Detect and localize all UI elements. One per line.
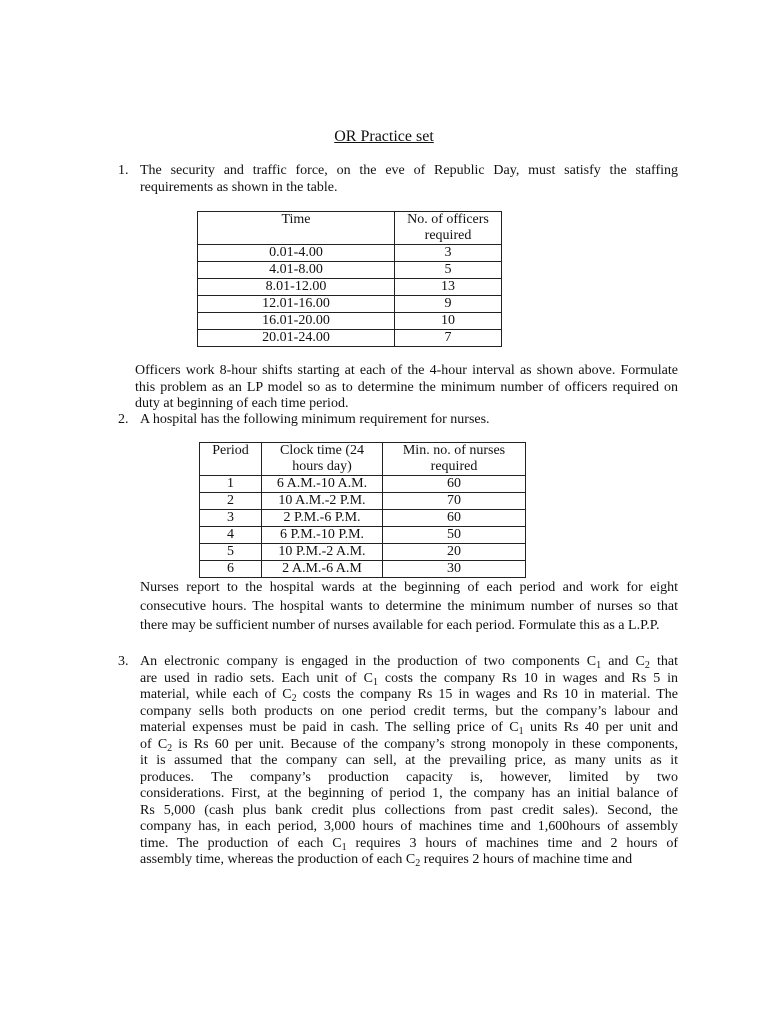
table-cell: 20.01-24.00 [198,330,395,347]
q2-after-text: Nurses report to the hospital wards at the beginning of each period and work for eight consecutive hours. The hospital wants to determine the minimum number of nurses so that there may be sufficient number of nurses available for each period. Formulate this as a L.P.P. [140,580,678,633]
table-row [200,476,526,493]
table-cell: 2 A.M.-6 A.M [262,561,383,578]
table-cell: 4.01-8.00 [198,262,395,279]
table-cell: 3 [395,245,502,262]
table-row [200,561,526,578]
table-row [198,330,502,347]
table-row [198,313,502,330]
table-cell: 8.01-12.00 [198,279,395,296]
table-cell: 3 [200,510,262,527]
q3-line: assembly time, whereas the production of each $C_2$ requires 2 hours of machine time and [140,852,633,869]
table-cell: 9 [395,296,502,313]
q3-line: company has, in each period, 3,000 hours of machines time and 1,600hours of assembly [140,819,678,834]
table-header-cell: Min. no. of nurses required [383,443,526,476]
q3-line: it is assumed that the company can sell, at the prevailing price, as many units as it [140,753,678,768]
q1-text: The security and traffic force, on the eve of Republic Day, must satisfy the staffing requirements as shown in the table. [140,163,678,195]
table-row [198,245,502,262]
q3-line: of $C_2$ is Rs 60 per unit. Because of the company’s strong monopoly in these components, [140,736,678,754]
table-cell: 6 [200,561,262,578]
table-cell: 5 [200,544,262,561]
table-cell: 4 [200,527,262,544]
table-header-cell: Clock time (24 hours day) [262,443,383,476]
table-header-cell: Time [198,212,395,245]
table-row [200,527,526,544]
table-row [200,493,526,510]
q3-text [140,654,678,869]
table-cell: 2 [200,493,262,510]
table-cell: 50 [383,527,526,544]
table-cell: 60 [383,510,526,527]
q3-line: time. The production of each $C_1$ requires 3 hours of machines time and 2 hours of [140,835,679,853]
table-row [198,279,502,296]
q3-line: produces. The company’s production capacity is, however, limited by two [140,769,678,785]
table-cell: 6 A.M.-10 A.M. [262,476,383,493]
page-title: OR Practice set [334,128,434,145]
q1-table [197,211,502,347]
q2-text: A hospital has the following minimum requirement for nurses. [140,412,490,427]
table-cell: 10 A.M.-2 P.M. [262,493,383,510]
table-cell: 30 [383,561,526,578]
q3-line: Rs 5,000 (cash plus bank credit plus collections from past credit sales). Second, the [140,802,678,818]
q1-after-text: Officers work 8-hour shifts starting at each of the 4-hour interval as shown above. Formulate this problem as an LP model so as to determine the minimum number of officers required on duty at beginning of each time period. [135,363,678,411]
q2-number: 2. [118,412,129,427]
table-cell: 0.01-4.00 [198,245,395,262]
table-cell: 7 [395,330,502,347]
q3-line: An electronic company is engaged in the production of two components $C_1$ and $C_2$ that [140,654,678,671]
q3-line: company sells both products on one period credit terms, but the company’s labour and [140,703,678,719]
table-cell: 6 P.M.-10 P.M. [262,527,383,544]
table-cell: 60 [383,476,526,493]
table-row [200,544,526,561]
q1-number: 1. [118,163,129,178]
table-cell: 10 P.M.-2 A.M. [262,544,383,561]
table-header-row [198,212,502,245]
table-row [198,296,502,313]
q3-number: 3. [118,654,129,669]
table-cell: 2 P.M.-6 P.M. [262,510,383,527]
table-header-cell: No. of officers required [395,212,502,245]
q3-line: material expenses must be paid in cash. The selling price of $C_1$ units Rs 40 per unit and [140,720,679,737]
table-cell: 16.01-20.00 [198,313,395,330]
table-cell: 5 [395,262,502,279]
table-cell: 10 [395,313,502,330]
table-row [200,510,526,527]
table-cell: 20 [383,544,526,561]
table-cell: 13 [395,279,502,296]
table-cell: 12.01-16.00 [198,296,395,313]
table-cell: 1 [200,476,262,493]
table-row [198,262,502,279]
q3-line: considerations. First, at the beginning of period 1, the company has an initial balance of [140,786,678,801]
table-header-cell: Period [200,443,262,476]
q2-table [199,442,526,578]
q3-line: material, while each of $C_2$ costs the company Rs 15 in wages and Rs 10 in material. The [140,687,678,704]
table-header-row [200,443,526,476]
table-cell: 70 [383,493,526,510]
q3-line: are used in radio sets. Each unit of $C_1$ costs the company Rs 10 in wages and Rs 5 in [140,670,678,688]
